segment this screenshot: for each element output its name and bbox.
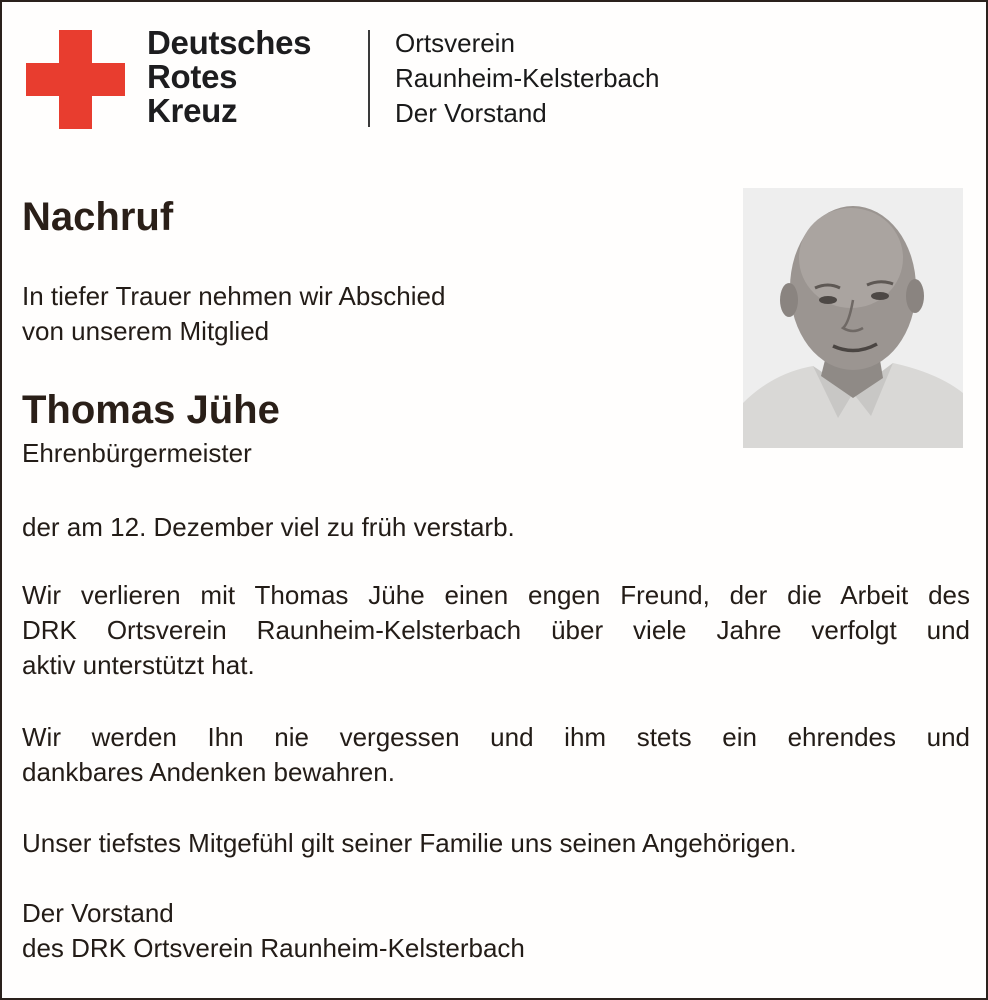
page-title: Nachruf (22, 195, 174, 239)
header-divider (368, 30, 370, 127)
intro-line: In tiefer Trauer nehmen wir Abschied (22, 281, 446, 311)
org-line: Der Vorstand (395, 98, 547, 128)
paragraph-line: aktiv unterstützt hat. (22, 650, 255, 680)
memory-paragraph (22, 720, 970, 790)
signature-line: Der Vorstand (22, 898, 174, 928)
portrait-photo (743, 188, 963, 448)
deceased-name: Thomas Jühe (22, 388, 280, 432)
intro-text (22, 279, 445, 349)
brand-line: Rotes (147, 58, 238, 95)
death-paragraph: der am 12. Dezember viel zu früh verstarb. (22, 512, 515, 542)
deceased-role: Ehrenbürgermeister (22, 438, 252, 468)
brand-line: Deutsches (147, 24, 312, 61)
signature-line: des DRK Ortsverein Raunheim-Kelsterbach (22, 933, 525, 963)
paragraph-line: dankbares Andenken bewahren. (22, 757, 395, 787)
red-cross-icon (26, 30, 125, 129)
portrait-icon (743, 188, 963, 448)
signature-block (22, 896, 970, 966)
intro-line: von unserem Mitglied (22, 316, 270, 346)
brand-line: Kreuz (147, 92, 238, 129)
sympathy-paragraph: Unser tiefstes Mitgefühl gilt seiner Familie uns seinen Angehörigen. (22, 828, 797, 858)
paragraph-line: Wir werden Ihn nie vergessen und ihm stets ein ehrendes und (22, 722, 970, 752)
org-line: Raunheim-Kelsterbach (395, 63, 660, 93)
organization-block (395, 26, 659, 131)
paragraph-line: DRK Ortsverein Raunheim-Kelsterbach über viele Jahre verfolgt und (22, 615, 970, 645)
paragraph-line: Wir verlieren mit Thomas Jühe einen engen Freund, der die Arbeit des (22, 580, 970, 610)
org-line: Ortsverein (395, 28, 515, 58)
brand-wordmark (147, 26, 311, 128)
friend-paragraph (22, 578, 970, 683)
